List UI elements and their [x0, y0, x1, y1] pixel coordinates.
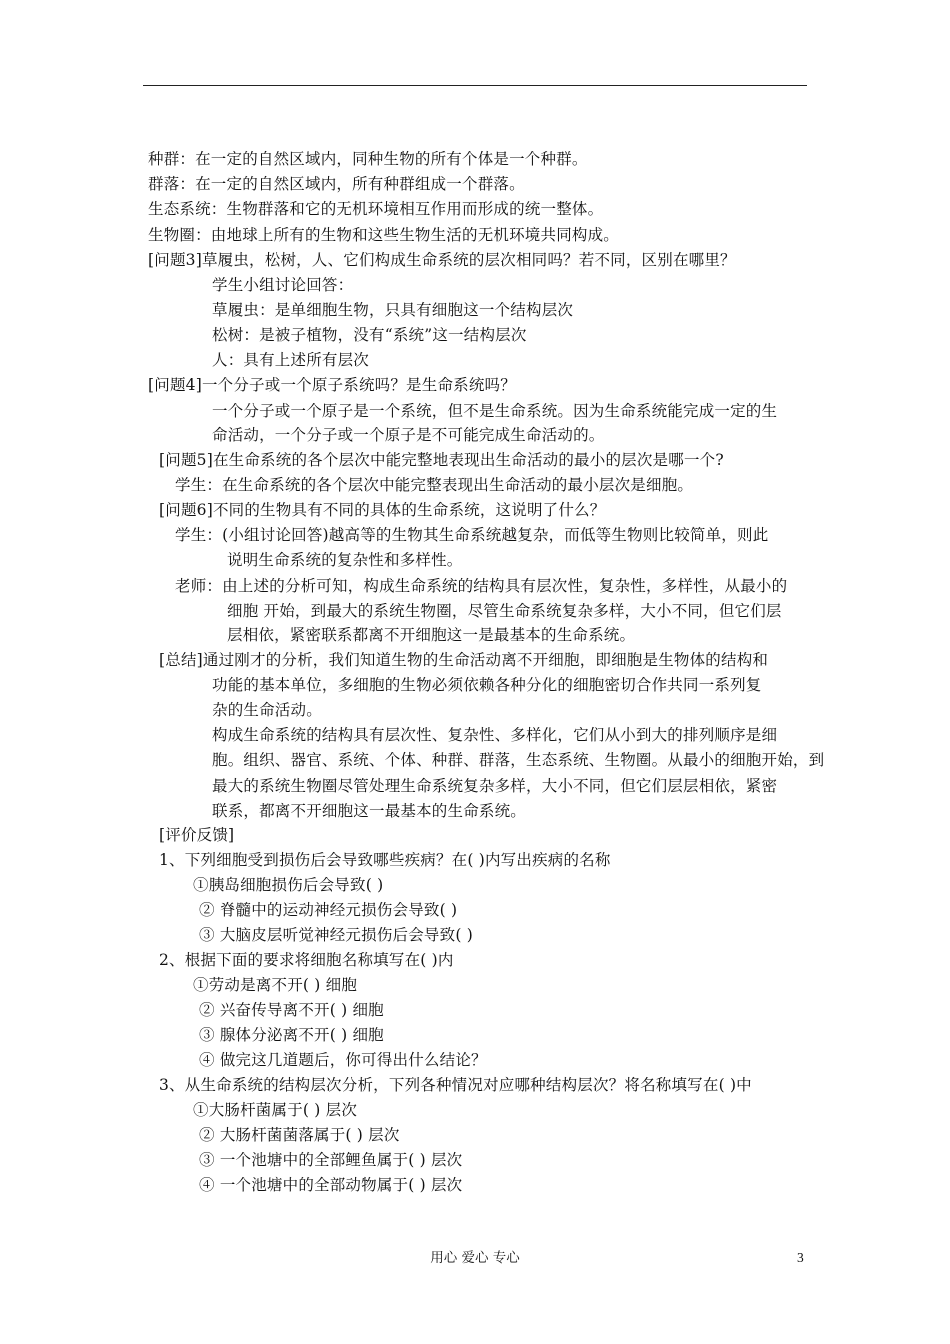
text-line: ③ 腺体分泌离不开( ) 细胞 [199, 1026, 384, 1044]
text-line: 构成生命系统的结构具有层次性、复杂性、多样化，它们从小到大的排列顺序是细 [212, 726, 778, 744]
text-line: ③ 一个池塘中的全部鲤鱼属于( ) 层次 [199, 1151, 463, 1169]
text-line: 功能的基本单位，多细胞的生物必须依赖各种分化的细胞密切合作共同一系列复 [212, 676, 762, 694]
text-line: [评价反馈] [159, 826, 235, 844]
text-line: 学生小组讨论回答： [212, 276, 354, 294]
text-line: 命活动，一个分子或一个原子是不可能完成生命活动的。 [212, 426, 605, 444]
text-line: 人：具有上述所有层次 [212, 351, 370, 369]
text-line: 草履虫：是单细胞生物，只具有细胞这一个结构层次 [212, 301, 574, 319]
page-footer: 用心 爱心 专心 [430, 1250, 520, 1266]
text-line: 生物圈：由地球上所有的生物和这些生物生活的无机环境共同构成。 [148, 226, 620, 244]
text-line: ② 脊髓中的运动神经元损伤会导致( ) [199, 901, 458, 919]
text-line: 杂的生命活动。 [212, 701, 322, 719]
text-line: ①胰岛细胞损伤后会导致( ) [193, 876, 384, 894]
text-line: 胞。组织、器官、系统、个体、种群、群落，生态系统、生物圈。从最小的细胞开始，到 [212, 751, 825, 769]
text-line: 生态系统：生物群落和它的无机环境相互作用而形成的统一整体。 [148, 200, 604, 218]
text-line: 1、下列细胞受到损伤后会导致哪些疾病？在( )内写出疾病的名称 [159, 851, 611, 869]
text-line: [问题4]一个分子或一个原子系统吗？是生命系统吗？ [148, 376, 516, 394]
text-line: 联系，都离不开细胞这一最基本的生命系统。 [212, 802, 527, 820]
text-line: 学生：(小组讨论回答)越高等的生物其生命系统越复杂，而低等生物则比较简单，则此 [175, 526, 769, 544]
text-line: 松树：是被子植物，没有“系统”这一结构层次 [212, 326, 527, 344]
text-line: ①大肠杆菌属于( ) 层次 [193, 1101, 358, 1119]
text-line: [总结]通过刚才的分析，我们知道生物的生命活动离不开细胞，即细胞是生物体的结构和 [159, 651, 769, 669]
text-line: [问题6]不同的生物具有不同的具体的生命系统，这说明了什么？ [159, 501, 606, 519]
text-line: ② 大肠杆菌菌落属于( ) 层次 [199, 1126, 400, 1144]
text-line: 学生：在生命系统的各个层次中能完整表现出生命活动的最小层次是细胞。 [175, 476, 694, 494]
text-line: 老师：由上述的分析可知，构成生命系统的结构具有层次性，复杂性，多样性，从最小的 [175, 577, 788, 595]
text-line: ② 兴奋传导离不开( ) 细胞 [199, 1001, 384, 1019]
text-line: [问题5]在生命系统的各个层次中能完整地表现出生命活动的最小的层次是哪一个? [159, 451, 724, 469]
text-line: 最大的系统生物圈尽管处理生命系统复杂多样，大小不同，但它们层层相依，紧密 [212, 777, 778, 795]
text-line: 2、根据下面的要求将细胞名称填写在( )内 [159, 951, 454, 969]
text-line: ③ 大脑皮层听觉神经元损伤后会导致( ) [199, 926, 473, 944]
text-line: ①劳动是离不开( ) 细胞 [193, 976, 358, 994]
text-line: 种群：在一定的自然区域内，同种生物的所有个体是一个种群。 [148, 150, 588, 168]
text-line: 一个分子或一个原子是一个系统，但不是生命系统。因为生命系统能完成一定的生 [212, 402, 778, 420]
text-line: 细胞 开始，到最大的系统生物圈，尽管生命系统复杂多样，大小不同，但它们层 [227, 602, 782, 620]
text-line: 层相依，紧密联系都离不开细胞这一是最基本的生命系统。 [227, 626, 636, 644]
header-rule [143, 85, 807, 86]
text-line: ④ 一个池塘中的全部动物属于( ) 层次 [199, 1176, 463, 1194]
text-line: 群落：在一定的自然区域内，所有种群组成一个群落。 [148, 175, 525, 193]
text-line: 3、从生命系统的结构层次分析，下列各种情况对应哪种结构层次？将名称填写在( )中 [159, 1076, 752, 1094]
text-line: [问题3]草履虫，松树，人、它们构成生命系统的层次相同吗？若不同，区别在哪里？ [148, 251, 736, 269]
text-line: ④ 做完这几道题后，你可得出什么结论？ [199, 1051, 487, 1069]
text-line: 说明生命系统的复杂性和多样性。 [227, 551, 463, 569]
page-number: 3 [797, 1250, 804, 1265]
